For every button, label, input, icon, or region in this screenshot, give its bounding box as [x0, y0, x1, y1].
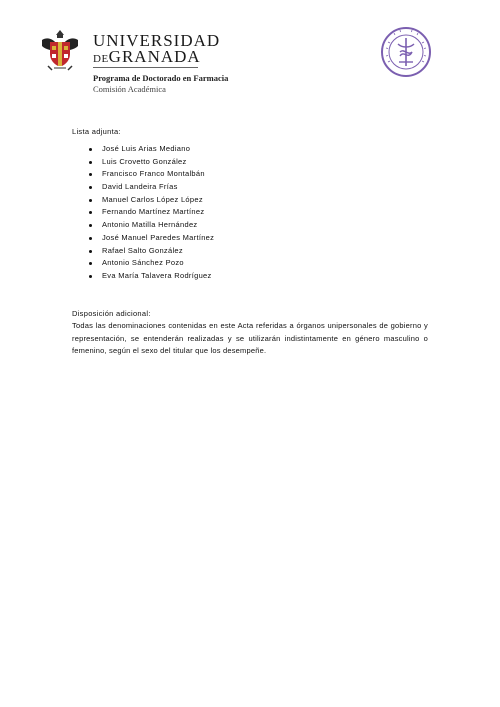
list-item-text: Luis Crovetto González — [102, 156, 187, 166]
list-item-text: Rafael Salto González — [102, 245, 183, 255]
provision-title: Disposición adicional: — [72, 309, 151, 318]
list-item — [72, 257, 214, 270]
university-name-prefix: DE — [93, 53, 109, 65]
program-name: Programa de Doctorado en Farmacia — [93, 73, 229, 83]
bullet-icon — [89, 275, 92, 278]
bullet-icon — [89, 148, 92, 151]
list-title: Lista adjunta: — [72, 127, 121, 136]
commission-name: Comisión Académica — [93, 84, 166, 94]
list-item-text: José Luis Arias Mediano — [102, 144, 191, 153]
list-item — [72, 206, 214, 219]
list-item — [72, 232, 214, 245]
list-item — [72, 270, 214, 283]
university-name — [93, 33, 220, 67]
university-name-main: GRANADA — [108, 47, 201, 66]
faculty-seal-icon — [380, 26, 432, 78]
bullet-icon — [89, 224, 92, 227]
list-item-text: Eva María Talavera Rodríguez — [102, 270, 212, 280]
list-item — [72, 194, 214, 207]
names-list — [72, 143, 214, 283]
bullet-icon — [89, 161, 92, 164]
list-item — [72, 156, 214, 169]
list-item — [72, 168, 214, 181]
list-item-text: Antonio Matilla Hernández — [102, 220, 198, 230]
university-name-line2 — [93, 49, 220, 67]
bullet-icon — [89, 199, 92, 202]
header-divider — [93, 67, 198, 68]
list-item-text: David Landeira Frías — [102, 182, 178, 192]
bullet-icon — [89, 262, 92, 265]
list-item-text: José Manuel Paredes Martínez — [102, 232, 215, 242]
list-item — [72, 219, 214, 232]
provision-text: Todas las denominaciones contenidas en este Acta referidas a órganos unipersonales de gobierno y representación, se entenderán realizadas y se utilizarán indistintamente en género masculino o femenino, según el sexo del titular que los desempeñe. — [72, 321, 428, 355]
university-crest-icon — [38, 26, 82, 72]
bullet-icon — [89, 211, 92, 214]
bullet-icon — [89, 173, 92, 176]
list-item-text: Manuel Carlos López López — [102, 194, 203, 204]
list-item — [72, 181, 214, 194]
bullet-icon — [89, 237, 92, 240]
list-item-text: Antonio Sánchez Pozo — [102, 258, 184, 268]
bullet-icon — [89, 250, 92, 253]
bullet-icon — [89, 186, 92, 189]
list-item — [72, 143, 214, 156]
university-name-line1: UNIVERSIDAD — [93, 31, 221, 50]
list-item-text: Francisco Franco Montalbán — [102, 169, 205, 179]
list-item — [72, 245, 214, 258]
list-item-text: Fernando Martínez Martínez — [102, 207, 205, 217]
